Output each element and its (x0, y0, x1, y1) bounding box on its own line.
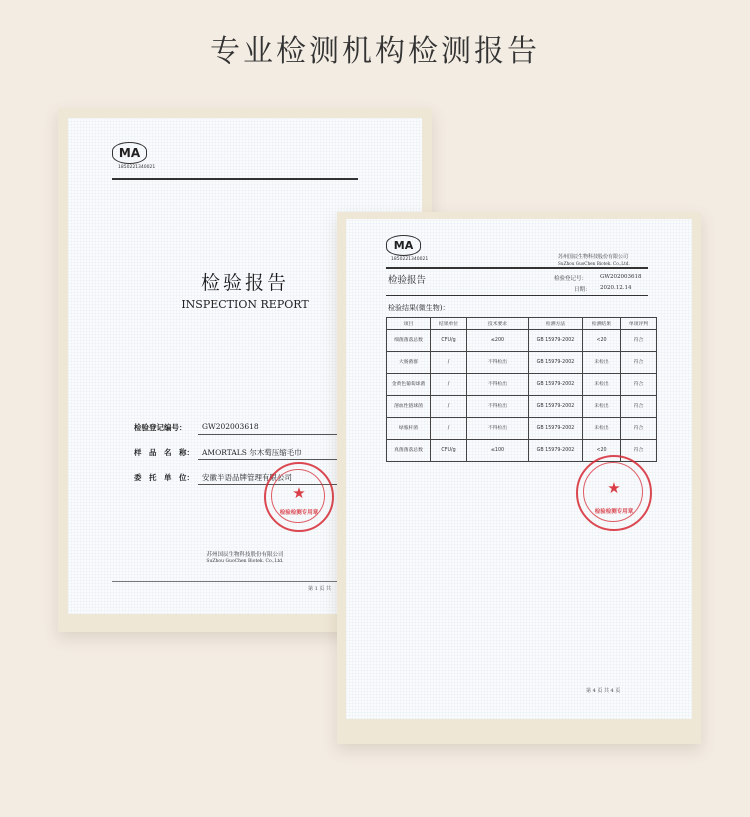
table-cell: 不得检出 (467, 418, 529, 440)
table-cell: 未检出 (583, 396, 621, 418)
table-cell: 真菌菌落总数 (387, 440, 431, 462)
footer-rule (112, 581, 358, 582)
page-number: 第 1 页 共 (308, 586, 331, 592)
company-name-cn: 苏州国辰生物科技股份有限公司 (558, 254, 629, 260)
table-cell: GB 15979-2002 (529, 352, 583, 374)
header-rule (386, 267, 648, 269)
table-header-row (387, 318, 657, 330)
table-cell: CFU/g (431, 440, 467, 462)
cma-code: 1850221340021 (391, 257, 429, 262)
table-cell: ≤200 (467, 330, 529, 352)
table-cell: 符合 (621, 418, 657, 440)
table-cell: / (431, 418, 467, 440)
table-cell: 不得检出 (467, 352, 529, 374)
cma-logo: MA (112, 142, 147, 164)
header-rule (112, 178, 358, 180)
table-cell: 未检出 (583, 374, 621, 396)
column-header: 检测方法 (529, 318, 583, 330)
table-row (387, 352, 657, 374)
report-title: 检验报告 (200, 272, 289, 294)
table-cell: 绿脓杆菌 (387, 418, 431, 440)
table-cell: / (431, 374, 467, 396)
table-cell: / (431, 396, 467, 418)
results-page (346, 219, 692, 719)
table-row (387, 396, 657, 418)
table-cell: 符合 (621, 352, 657, 374)
cma-code: 1850221340021 (118, 165, 156, 170)
table-cell: 符合 (621, 440, 657, 462)
table-cell: ≤100 (467, 440, 529, 462)
table-cell: GB 15979-2002 (529, 440, 583, 462)
table-cell: GB 15979-2002 (529, 374, 583, 396)
column-header: 项目 (387, 318, 431, 330)
table-row (387, 374, 657, 396)
table-row (387, 418, 657, 440)
field-label-sample: 样 品 名 称： (134, 448, 194, 457)
table-cell: 金黄色葡萄球菌 (387, 374, 431, 396)
column-header: 检测结果 (583, 318, 621, 330)
table-cell: 不得检出 (467, 374, 529, 396)
field-label-client: 委 托 单 位： (134, 473, 194, 482)
table-cell: 大肠菌群 (387, 352, 431, 374)
report-subtitle: INSPECTION REPORT (181, 298, 309, 311)
page-title: 专业检测机构检测报告 (210, 34, 540, 69)
table-cell: GB 15979-2002 (529, 418, 583, 440)
company-name-en: SuZhou GuoChen Biotek. Co.,Ltd. (206, 559, 284, 564)
company-name-en: SuZhou GuoChen Biotek. Co.,Ltd. (558, 261, 630, 266)
table-cell: 细菌菌落总数 (387, 330, 431, 352)
cma-logo: MA (386, 235, 421, 256)
field-value-sample: AMORTALS 尔木萄压缩毛巾 (202, 448, 302, 457)
table-cell: <20 (583, 440, 621, 462)
field-underline (198, 434, 344, 435)
reg-label: 检验登记号： (554, 276, 588, 282)
table-cell: GB 15979-2002 (529, 396, 583, 418)
table-cell: 不得检出 (467, 396, 529, 418)
company-name-cn: 苏州国辰生物科技股份有限公司 (206, 552, 284, 558)
field-value-client: 安徽半语品牌管理有限公司 (202, 473, 292, 482)
table-cell: 未检出 (583, 418, 621, 440)
date-value: 2020.12.14 (600, 285, 632, 291)
header-rule-thin (386, 295, 648, 296)
table-row (387, 330, 657, 352)
column-header: 单项评判 (621, 318, 657, 330)
table-cell: 符合 (621, 374, 657, 396)
section-title: 检验结果(微生物)： (388, 304, 450, 312)
column-header: 结果单位 (431, 318, 467, 330)
table-cell: 未检出 (583, 352, 621, 374)
table-cell: GB 15979-2002 (529, 330, 583, 352)
page-number: 第 4 页 共 4 页 (586, 688, 621, 694)
field-label-reg: 检验登记编号： (134, 423, 187, 432)
date-label: 日期： (574, 287, 591, 293)
report-title: 检验报告 (388, 275, 427, 286)
inspection-stamp: ★ 检验检测专用章 (264, 462, 334, 532)
table-cell: 符合 (621, 396, 657, 418)
results-table (386, 317, 657, 462)
table-cell: CFU/g (431, 330, 467, 352)
reg-value: GW202003618 (600, 274, 642, 280)
field-value-reg: GW202003618 (202, 422, 259, 431)
column-header: 技术要求 (467, 318, 529, 330)
inspection-stamp: ★ 检验检测专用章 (576, 455, 652, 531)
table-cell: / (431, 352, 467, 374)
field-underline (198, 459, 344, 460)
table-cell: 溶血性链球菌 (387, 396, 431, 418)
table-cell: <20 (583, 330, 621, 352)
table-cell: 符合 (621, 330, 657, 352)
